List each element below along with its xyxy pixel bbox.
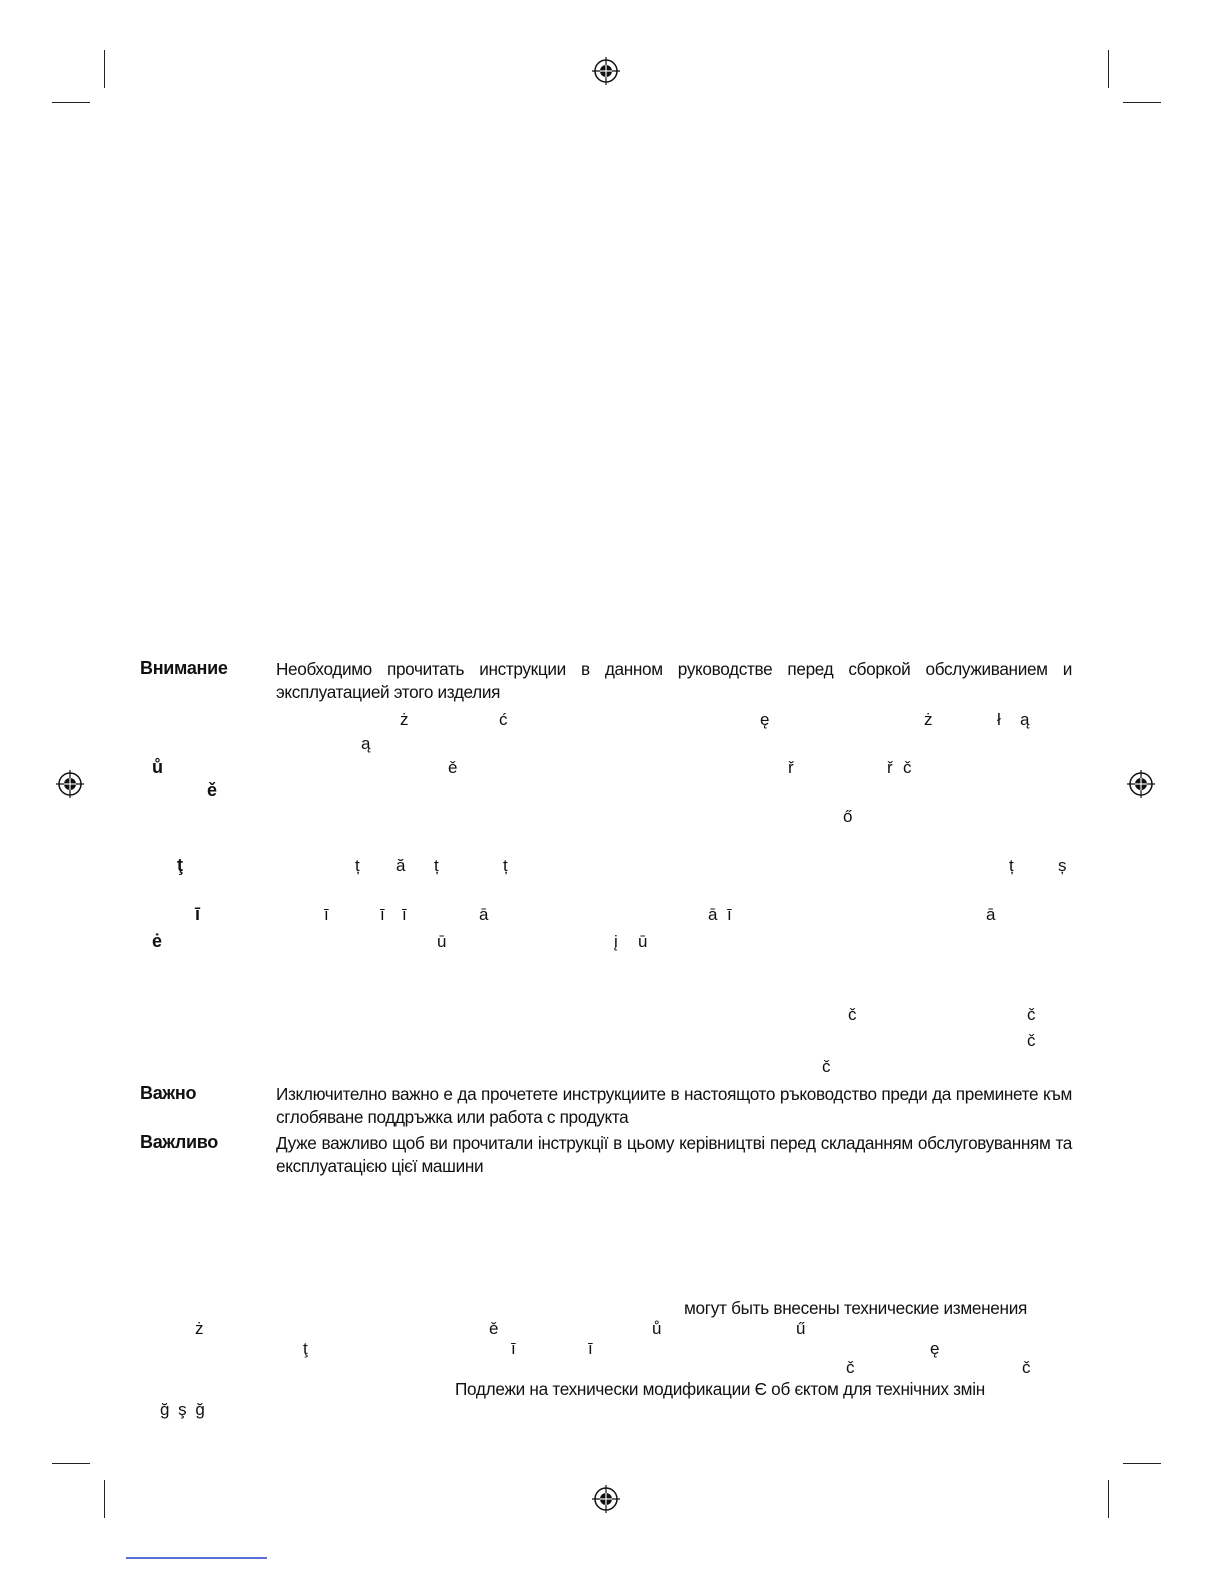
glyph: ț (503, 856, 508, 875)
glyph: ī (727, 905, 732, 924)
glyph: ī (324, 905, 329, 924)
glyph: į (614, 932, 618, 951)
glyph: ě (448, 758, 458, 777)
footer-tr: ğ ş ğ (160, 1400, 207, 1419)
glyph: ř (788, 758, 794, 777)
glyph: ű (796, 1319, 806, 1338)
glyph: ő (843, 807, 853, 826)
glyph: ī (380, 905, 385, 924)
crop-mark-bottom-right-h (1123, 1463, 1161, 1464)
glyph: ą (361, 734, 371, 753)
crop-mark-top-right-h (1123, 102, 1161, 103)
glyph: č (846, 1358, 855, 1377)
registration-mark-icon (55, 769, 85, 799)
glyph: ū (437, 932, 447, 951)
glyph: ț (1009, 856, 1014, 875)
crop-mark-top-right-v (1108, 50, 1109, 88)
section-label-bg: Важно (140, 1083, 197, 1103)
crop-mark-bottom-right-v (1108, 1480, 1109, 1518)
glyph: ţ (177, 855, 183, 875)
glyph: č (848, 1005, 857, 1024)
glyph: ţ (303, 1339, 308, 1358)
glyph: ů (152, 757, 163, 777)
page-edge-line (126, 1557, 267, 1559)
section-text-bg: Изключително важно е да прочетете инструкциите в настоящото ръководство преди да преминете към сглобяване поддръжка или работа с продукта (276, 1084, 1072, 1127)
glyph: ż (195, 1319, 204, 1338)
footer-ru: могут быть внесены технические изменения (684, 1298, 1028, 1318)
glyph: ą (1020, 710, 1030, 729)
glyph: ā (986, 905, 996, 924)
glyph: č (1027, 1005, 1036, 1024)
crop-mark-bottom-left-v (104, 1480, 105, 1518)
glyph: ř (887, 758, 893, 777)
section-text-ru: Необходимо прочитать инструкции в данном руководстве перед сборкой обслуживанием и эксплуатацией этого изделия (276, 659, 1072, 702)
glyph: č (822, 1057, 831, 1076)
registration-mark-icon (591, 56, 621, 86)
section-text-ua: Дуже важливо щоб ви прочитали інструкції в цьому керівництві перед складанням обслуговуванням та експлуатацією цієї машини (276, 1133, 1072, 1176)
crop-mark-top-left-h (52, 102, 90, 103)
glyph: ě (489, 1319, 499, 1338)
glyph: ł (997, 710, 1001, 729)
glyph: ā (708, 905, 718, 924)
glyph: ę (760, 710, 770, 729)
glyph: ț (355, 856, 360, 875)
glyph: ș (1058, 856, 1067, 875)
glyph: ū (638, 932, 648, 951)
glyph: ę (930, 1339, 940, 1358)
glyph: ů (652, 1319, 662, 1338)
section-label-ua: Важливо (140, 1132, 218, 1152)
glyph: ė (152, 931, 163, 951)
crop-mark-top-left-v (104, 50, 105, 88)
glyph: ā (479, 905, 489, 924)
footer-bg-ua: Подлежи на технически модификации Є об єктом для технічних змін (455, 1379, 985, 1399)
glyph: č (1022, 1358, 1031, 1377)
crop-mark-bottom-left-h (52, 1463, 90, 1464)
registration-mark-icon (1126, 769, 1156, 799)
glyph: ț (434, 856, 439, 875)
glyph: ī (402, 905, 407, 924)
glyph: ć (499, 710, 508, 729)
registration-mark-icon (591, 1484, 621, 1514)
section-label-ru: Внимание (140, 658, 228, 678)
glyph: ī (511, 1339, 516, 1358)
glyph: č (903, 758, 912, 777)
glyph: ż (924, 710, 933, 729)
glyph: č (1027, 1031, 1036, 1050)
glyph: ă (396, 856, 406, 875)
glyph: ī (195, 904, 201, 924)
glyph: ż (400, 710, 409, 729)
glyph: ě (207, 780, 218, 800)
glyph: ī (588, 1339, 593, 1358)
